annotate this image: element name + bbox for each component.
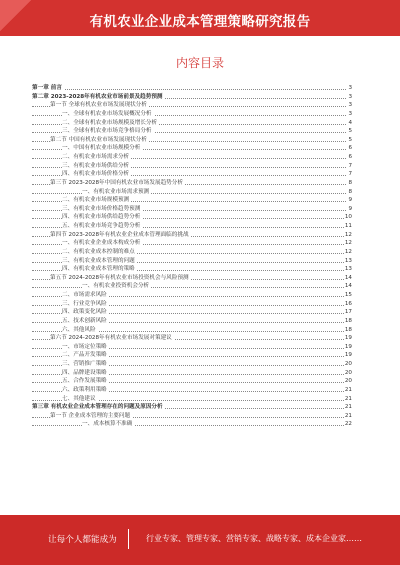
toc-entry-label: 三、有机农业市场供给分析 <box>62 162 130 169</box>
toc-entry-label: 一、有机农业企业成本构成分析 <box>62 240 141 247</box>
toc-entry-page: 3 <box>348 110 352 117</box>
toc-entry-label: 二、有机农业市场规模预测 <box>62 197 130 204</box>
toc-entry-label: 四、有机农业市场供给趋势分析 <box>62 214 141 221</box>
toc-entry[interactable] <box>32 274 352 283</box>
toc-entry-label: 二、有机农业成本控制的难点 <box>62 248 135 255</box>
toc-entry-page: 7 <box>348 162 352 169</box>
toc-entry[interactable] <box>32 136 352 145</box>
toc-entry-page: 9 <box>348 205 352 212</box>
toc-entry-label: 五、技术创新风险 <box>62 317 107 324</box>
toc-entry[interactable] <box>32 101 352 110</box>
toc-entry[interactable] <box>32 300 352 309</box>
toc-entry-label: 二、全球有机农业市场规模及增长分析 <box>62 119 158 126</box>
toc-entry-label: 第五节 2024-2028年有机农业市场投资机会与风险预测 <box>50 274 189 281</box>
toc-entry-page: 20 <box>344 378 352 385</box>
toc-entry-page: 21 <box>344 404 352 411</box>
toc-entry-page: 14 <box>344 274 352 281</box>
toc-entry[interactable] <box>32 420 352 429</box>
toc-entry-page: 13 <box>344 266 352 273</box>
toc-entry-page: 9 <box>348 197 352 204</box>
toc-heading: 内容目录 <box>175 56 224 70</box>
toc-entry-label: 四、有机农业市场价格分析 <box>62 171 130 178</box>
toc-entry-label: 六、其他风险 <box>62 326 96 333</box>
toc-entry-label: 第三章 有机农业企业成本管理存在的问题及原因分析 <box>32 404 163 411</box>
toc-entry[interactable] <box>32 188 352 197</box>
toc-entry-page: 5 <box>348 128 352 135</box>
toc-entry[interactable] <box>32 317 352 326</box>
toc-entry-label: 三、有机农业成本管理的问题 <box>62 257 135 264</box>
toc-entry-label: 第一节 全球有机农业市场发展现状分析 <box>50 102 147 109</box>
toc-entry-label: 一、全球有机农业市场发展概况分析 <box>62 110 152 117</box>
toc-entry-page: 16 <box>344 300 352 307</box>
footer-roles: 行业专家、管理专家、营销专家、战略专家、成本企业家…… <box>146 534 362 543</box>
toc-entry-label: 四、有机农业成本管理的策略 <box>62 266 135 273</box>
toc-entry[interactable] <box>32 308 352 317</box>
toc-entry-label: 三、营销推广策略 <box>62 361 107 367</box>
toc-entry[interactable] <box>32 282 352 291</box>
toc-entry[interactable] <box>32 239 352 248</box>
toc-entry[interactable] <box>32 257 352 266</box>
toc-entry[interactable] <box>32 403 352 412</box>
toc-entry-label: 第三节 2023-2028年中国有机农业市场发展趋势分析 <box>50 179 183 186</box>
footer-banner <box>0 515 400 565</box>
toc-entry[interactable] <box>32 170 352 179</box>
toc-entry-label: 三、行业竞争风险 <box>62 300 107 307</box>
toc-entry[interactable] <box>32 248 352 257</box>
toc-entry[interactable] <box>32 153 352 162</box>
toc-entry[interactable] <box>32 265 352 274</box>
toc-entry-page: 3 <box>348 85 352 91</box>
toc-entry-label: 六、政策利用策略 <box>62 386 107 393</box>
toc-entry-page: 12 <box>344 231 352 238</box>
toc-entry[interactable] <box>32 127 352 136</box>
toc-entry[interactable] <box>32 369 352 378</box>
toc-entry-label: 五、有机农业市场竞争趋势分析 <box>62 223 141 229</box>
footer-divider <box>128 529 129 549</box>
toc-entry-label: 第六节 2024-2028年有机农业市场发展对策建议 <box>50 335 172 342</box>
toc-entry-label: 一、有机农业投资机会分析 <box>82 283 150 290</box>
toc-entry-page: 22 <box>344 421 352 428</box>
toc-entry-page: 18 <box>344 326 352 333</box>
toc-entry[interactable] <box>32 231 352 240</box>
toc-entry[interactable] <box>32 386 352 395</box>
footer-slogan: 让每个人都能成为 <box>48 535 117 545</box>
toc-entry-page: 15 <box>344 292 352 298</box>
toc-entry-page: 21 <box>344 412 352 419</box>
toc-entry[interactable] <box>32 343 352 352</box>
toc-entry-page: 20 <box>344 369 352 376</box>
toc-entry-label: 三、有机农业市场价格趋势预测 <box>62 205 141 212</box>
toc-entry-page: 11 <box>344 223 352 229</box>
toc-entry[interactable] <box>32 334 352 343</box>
toc-entry-page: 12 <box>344 248 352 255</box>
dot-leader <box>32 89 346 90</box>
toc-entry-page: 19 <box>344 343 352 350</box>
toc-entry-label: 七、其他建议 <box>62 395 96 402</box>
toc-entry-page: 8 <box>348 179 352 186</box>
toc-entry-label: 第二章 2023-2028年有机农业市场前景及趋势预测 <box>32 93 163 100</box>
toc-entry[interactable] <box>32 196 352 205</box>
toc-entry[interactable] <box>32 213 352 222</box>
toc-entry-page: 21 <box>344 386 352 393</box>
toc-entry-page: 17 <box>344 309 352 316</box>
toc-entry-page: 5 <box>348 136 352 143</box>
dot-leader <box>32 425 346 426</box>
toc-entry-label: 第二节 中国有机农业市场发展现状分析 <box>50 136 147 143</box>
toc-entry[interactable] <box>32 144 352 153</box>
toc-entry-page: 12 <box>344 240 352 247</box>
toc-entry[interactable] <box>32 377 352 386</box>
toc-entry[interactable] <box>32 326 352 335</box>
toc-entry[interactable] <box>32 360 352 369</box>
toc-entry-page: 19 <box>344 335 352 342</box>
toc-entry-label: 一、中国有机农业市场规模分析 <box>62 145 141 152</box>
toc-entry[interactable] <box>32 162 352 171</box>
dot-leader <box>32 287 346 288</box>
toc-entry-page: 14 <box>344 283 352 290</box>
toc-entry-page: 6 <box>348 145 352 152</box>
toc-entry-page: 21 <box>344 395 352 402</box>
toc-entry-label: 一、成本核算不准确 <box>82 421 133 428</box>
toc-entry-page: 3 <box>348 102 352 109</box>
toc-entry-page: 20 <box>344 361 352 367</box>
toc-entry-label: 第四节 2023-2028年有机农业企业成本管理面临的挑战 <box>50 231 189 238</box>
toc-entry-page: 6 <box>348 154 352 160</box>
toc-entry[interactable] <box>32 205 352 214</box>
toc-entry-label: 二、有机农业市场需求分析 <box>62 154 130 160</box>
toc-entry-label: 五、合作发展策略 <box>62 378 107 385</box>
toc-entry[interactable] <box>32 93 352 102</box>
toc-entry[interactable] <box>32 84 352 93</box>
toc-entry[interactable] <box>32 412 352 421</box>
toc-entry-label: 二、市场需求风险 <box>62 292 107 298</box>
toc-entry-label: 第一节 企业成本管理的主要问题 <box>50 412 131 419</box>
toc-entry-label: 一、有机农业市场需求预测 <box>82 188 150 195</box>
toc-entry-label: 四、政策变化风险 <box>62 309 107 316</box>
toc-entry[interactable] <box>32 222 352 231</box>
toc-entry-label: 四、品牌建设策略 <box>62 369 107 376</box>
toc-entry-page: 19 <box>344 352 352 359</box>
toc-entry[interactable] <box>32 395 352 404</box>
toc-entry-label: 第一章 前言 <box>32 85 62 91</box>
toc-entry[interactable] <box>32 179 352 188</box>
toc-entry-page: 13 <box>344 257 352 264</box>
toc-entry-label: 三、全球有机农业市场竞争格局分析 <box>62 128 152 135</box>
table-of-contents <box>32 84 352 429</box>
dot-leader <box>32 193 346 194</box>
toc-entry-page: 18 <box>344 317 352 324</box>
title-banner <box>0 0 400 36</box>
toc-entry-page: 10 <box>344 214 352 221</box>
toc-entry[interactable] <box>32 351 352 360</box>
toc-entry-page: 7 <box>348 171 352 178</box>
toc-entry[interactable] <box>32 291 352 300</box>
toc-entry[interactable] <box>32 119 352 128</box>
toc-entry-page: 4 <box>348 119 352 126</box>
toc-entry-page: 3 <box>348 93 352 100</box>
toc-entry[interactable] <box>32 110 352 119</box>
toc-entry-label: 一、市场定位策略 <box>62 343 107 350</box>
toc-entry-page: 8 <box>348 188 352 195</box>
toc-entry-label: 二、产品开发策略 <box>62 352 107 359</box>
report-title: 有机农业企业成本管理策略研究报告 <box>89 14 311 30</box>
